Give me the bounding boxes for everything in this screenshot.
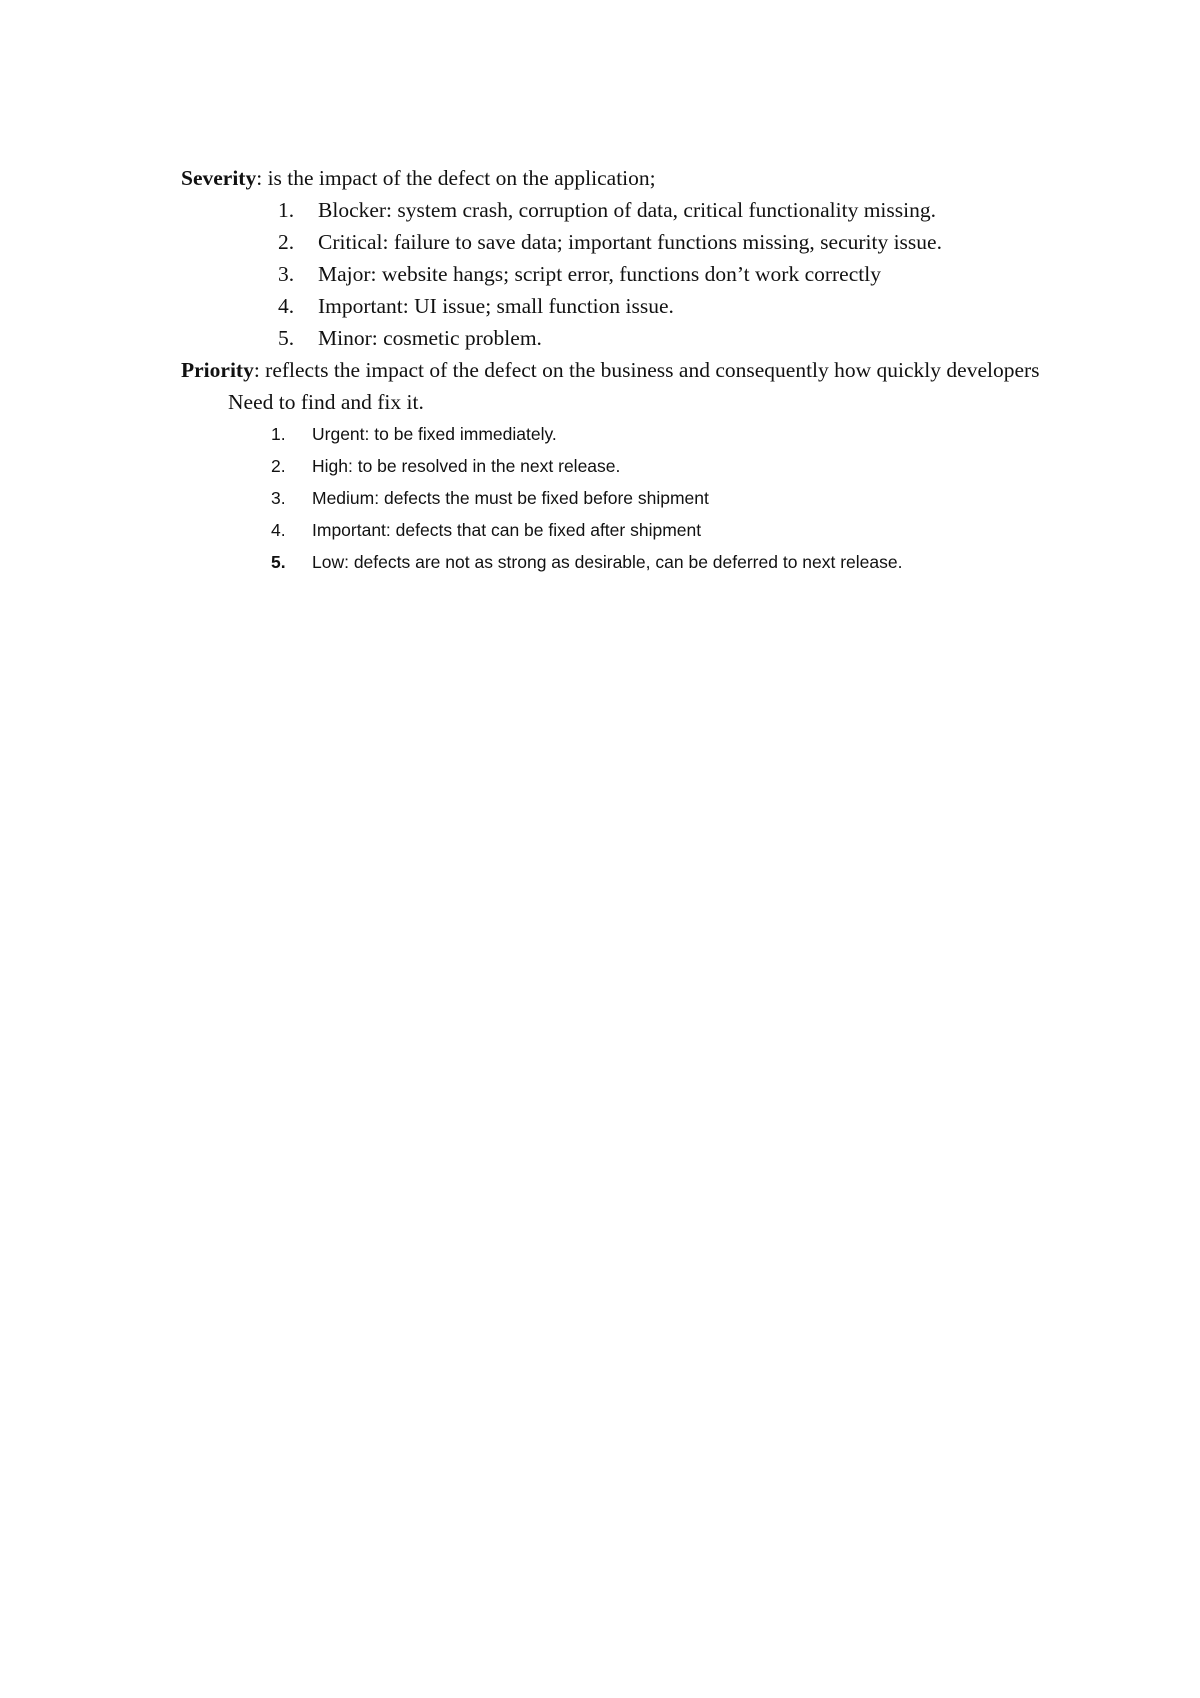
priority-definition: : reflects the impact of the defect on the business and consequently how quickly developers — [253, 358, 1040, 382]
list-item-text: Blocker: system crash, corruption of data, critical functionality missing. — [318, 198, 936, 222]
list-item-number: 2. — [271, 456, 286, 476]
list-item — [181, 546, 1171, 578]
list-item — [181, 194, 1171, 226]
list-item-number: 5. — [271, 552, 286, 572]
severity-list — [181, 194, 1171, 354]
priority-paragraph — [181, 354, 1171, 418]
list-item-text: Urgent: to be fixed immediately. — [312, 424, 557, 444]
list-item-number: 4. — [271, 520, 286, 540]
severity-paragraph — [181, 162, 1171, 194]
list-item-number: 3. — [271, 488, 286, 508]
severity-term: Severity — [181, 166, 257, 190]
severity-definition: : is the impact of the defect on the application; — [256, 166, 656, 190]
list-item-number: 4. — [278, 294, 295, 318]
priority-term: Priority — [181, 358, 254, 382]
list-item — [181, 482, 1171, 514]
list-item — [181, 514, 1171, 546]
list-item — [181, 258, 1171, 290]
list-item-text: Important: UI issue; small function issue. — [318, 294, 674, 318]
list-item-text: Medium: defects the must be fixed before shipment — [312, 488, 709, 508]
list-item-text: Minor: cosmetic problem. — [318, 326, 542, 350]
list-item-text: Important: defects that can be fixed after shipment — [312, 520, 702, 540]
list-item-number: 1. — [278, 198, 295, 222]
list-item-number: 2. — [278, 230, 295, 254]
document-body — [181, 162, 1171, 578]
list-item-text: Major: website hangs; script error, functions don’t work correctly — [318, 262, 881, 286]
list-item — [181, 226, 1171, 258]
list-item-number: 3. — [278, 262, 295, 286]
list-item-text: Low: defects are not as strong as desirable, can be deferred to next release. — [312, 552, 903, 572]
priority-continuation: Need to find and fix it. — [228, 390, 424, 414]
list-item — [181, 322, 1171, 354]
list-item-number: 5. — [278, 326, 295, 350]
list-item — [181, 290, 1171, 322]
list-item — [181, 418, 1171, 450]
list-item-number: 1. — [271, 424, 286, 444]
priority-list — [181, 418, 1171, 578]
list-item-text: High: to be resolved in the next release. — [312, 456, 621, 476]
list-item-text: Critical: failure to save data; important functions missing, security issue. — [318, 230, 942, 254]
list-item — [181, 450, 1171, 482]
